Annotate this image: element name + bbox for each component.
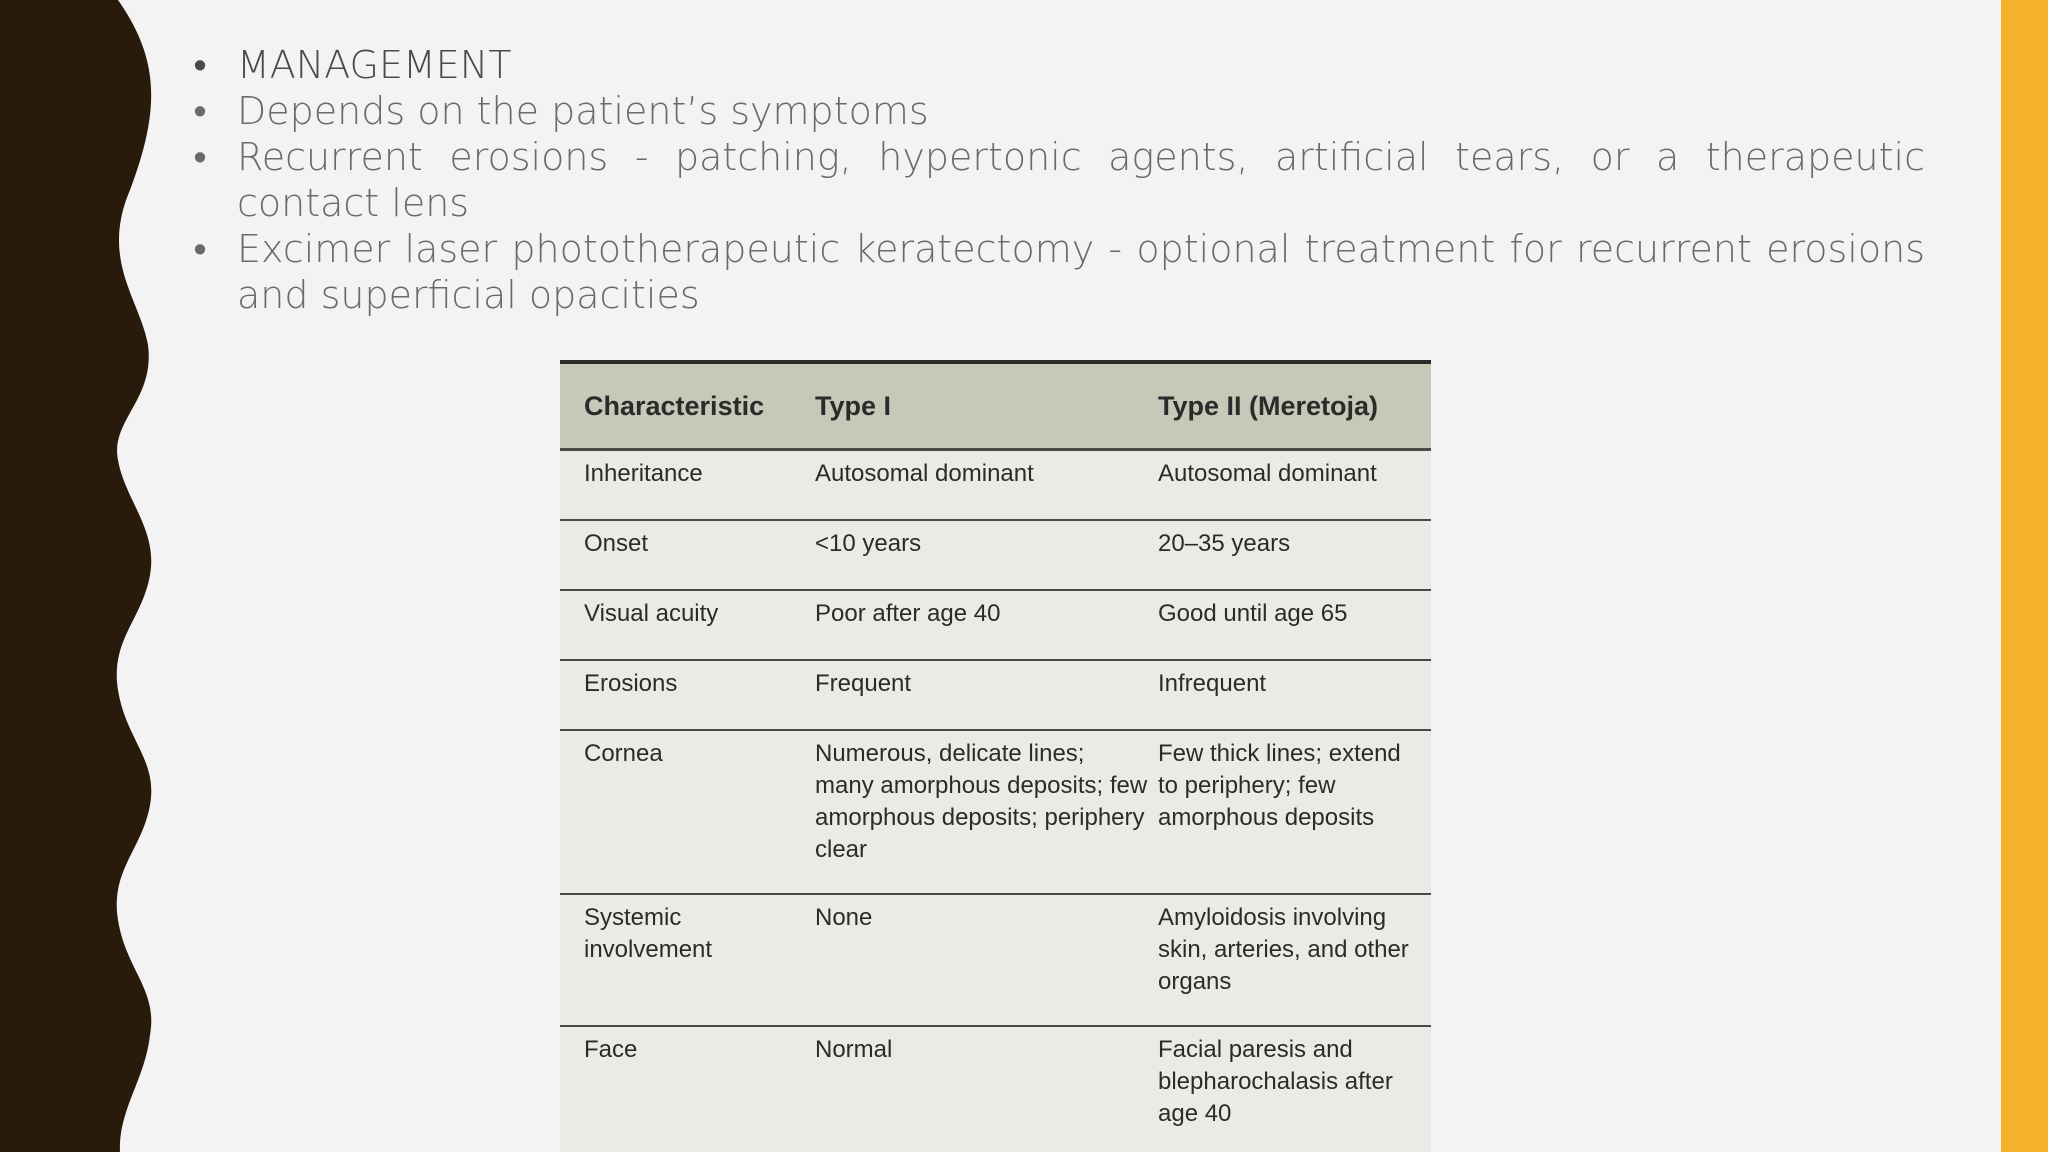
- table-cell: Few thick lines; extend to periphery; few amorphous deposits: [1158, 730, 1431, 894]
- table-cell: Onset: [560, 520, 815, 590]
- bullet-list: [185, 42, 1925, 318]
- comparison-table-image: [560, 360, 1431, 1152]
- table-row: [560, 894, 1431, 1026]
- table-cell: Amyloidosis involving skin, arteries, and other organs: [1158, 894, 1431, 1026]
- table-row: [560, 590, 1431, 660]
- table-cell: <10 years: [815, 520, 1158, 590]
- table-cell: Infrequent: [1158, 660, 1431, 730]
- table-cell: Autosomal dominant: [815, 450, 1158, 521]
- header-type-1: Type I: [815, 362, 1158, 450]
- table-row: [560, 450, 1431, 521]
- comparison-table: [560, 360, 1431, 1152]
- left-decorative-wave: [0, 0, 160, 1152]
- table-cell: Facial paresis and blepharochalasis after age 40: [1158, 1036, 1393, 1127]
- table-cell: Numerous, delicate lines; many amorphous deposits; few amorphous deposits; periphery clear: [815, 730, 1158, 894]
- bullet-item: [185, 134, 1925, 226]
- bullet-text: Depends on the patient’s symptoms: [237, 89, 929, 133]
- bullet-text: Recurrent erosions - patching, hypertonic agents, artificial tears, or a therapeutic contact lens: [237, 135, 1925, 225]
- header-characteristic: Characteristic: [560, 362, 815, 450]
- bullet-dot: •: [193, 43, 207, 87]
- bullet-dot: •: [193, 135, 207, 179]
- bullet-dot: •: [193, 227, 207, 271]
- table-cell: None: [815, 894, 1158, 1026]
- table-cell: Face: [584, 1036, 638, 1063]
- bullet-text: Excimer laser phototherapeutic keratectomy - optional treatment for recurrent erosions and superficial opacities: [237, 227, 1925, 317]
- bullet-item: [185, 88, 1925, 134]
- table-cell: Cornea: [560, 730, 815, 894]
- bullet-item: [185, 42, 1925, 88]
- table-cell: Autosomal dominant: [1158, 450, 1431, 521]
- bullet-text: MANAGEMENT: [237, 43, 512, 87]
- table-cell: Inheritance: [560, 450, 815, 521]
- table-cell: Systemic involvement: [560, 894, 815, 1026]
- table-row: [560, 1026, 1431, 1152]
- table-cell: Erosions: [560, 660, 815, 730]
- bullet-dot: •: [193, 89, 207, 133]
- table-cell: Poor after age 40: [815, 590, 1158, 660]
- table-row: [560, 520, 1431, 590]
- table-cell: Good until age 65: [1158, 590, 1431, 660]
- table-header-row: [560, 362, 1431, 450]
- table-cell: Visual acuity: [560, 590, 815, 660]
- right-accent-bar: [2001, 0, 2048, 1152]
- bullet-item: [185, 226, 1925, 318]
- table-row: [560, 730, 1431, 894]
- table-cell: Normal: [815, 1036, 893, 1063]
- table-row: [560, 660, 1431, 730]
- header-type-2: Type II (Meretoja): [1158, 362, 1431, 450]
- table-cell: Frequent: [815, 660, 1158, 730]
- table-cell: 20–35 years: [1158, 520, 1431, 590]
